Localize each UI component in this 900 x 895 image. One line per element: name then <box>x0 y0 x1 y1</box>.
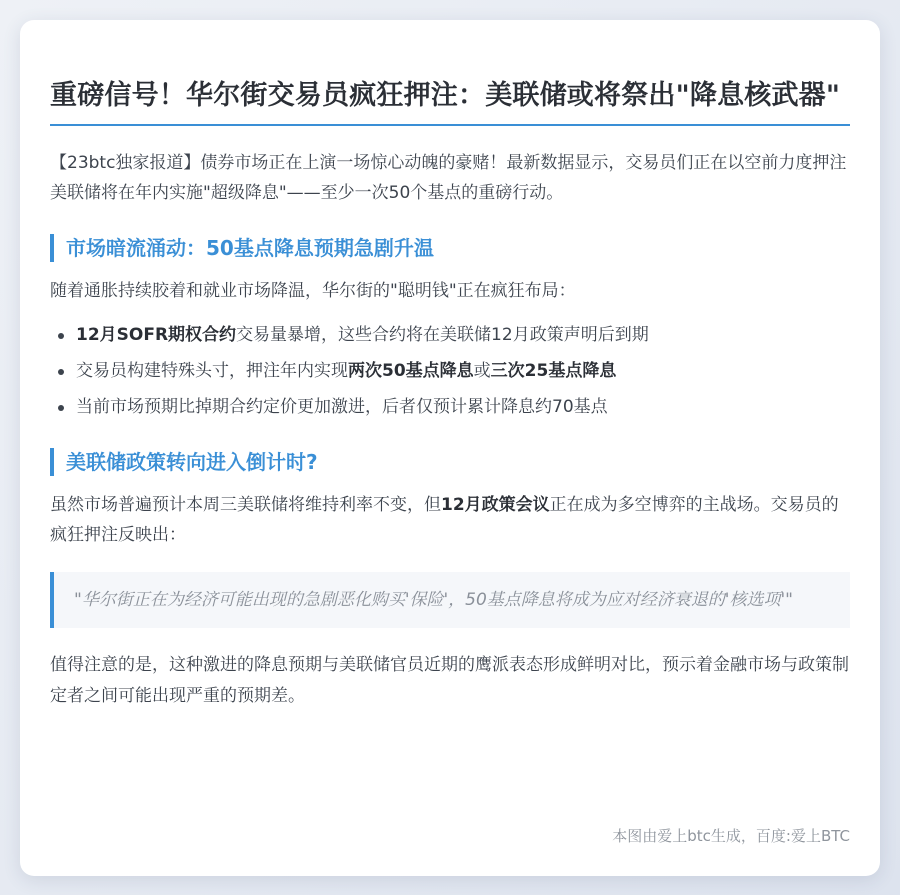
list-item <box>50 392 850 422</box>
footer-credit: 本图由爱上btc生成，百度:爱上BTC <box>612 827 850 845</box>
section1-lead: 随着通胀持续胶着和就业市场降温，华尔街的"聪明钱"正在疯狂布局： <box>50 281 576 301</box>
bullet-text: 交易量暴增，这些合约将在美联储12月政策声明后到期 <box>236 325 649 345</box>
bullet-text: 交易员构建特殊头寸，押注年内实现 <box>76 361 348 381</box>
bullet-text: 当前市场预期比掉期合约定价更加激进，后者仅预计累计降息约70基点 <box>76 397 608 417</box>
section-heading-market: 市场暗流涌动：50基点降息预期急剧升温 <box>50 234 850 262</box>
list-item <box>50 356 850 386</box>
article-card <box>20 20 880 876</box>
quote-block: "华尔街正在为经济可能出现的急剧恶化购买'保险'，50基点降息将成为应对经济衰退的'核选项'" <box>50 572 850 628</box>
bullet-list <box>50 320 850 422</box>
section-heading-fed: 美联储政策转向进入倒计时? <box>50 448 850 476</box>
article-title: 重磅信号！华尔街交易员疯狂押注：美联储或将祭出"降息核武器" <box>50 78 850 126</box>
closing-paragraph: 值得注意的是，这种激进的降息预期与美联储官员近期的鹰派表态形成鲜明对比，预示着金融市场与政策制定者之间可能出现严重的预期差。 <box>50 655 849 706</box>
bullet-bold-text: 两次50基点降息 <box>348 361 474 381</box>
section2-bold-text: 12月政策会议 <box>441 495 550 515</box>
bullet-bold-text: 12月SOFR期权合约 <box>76 325 237 345</box>
bullet-bold-text: 三次25基点降息 <box>490 361 617 381</box>
section2-text: 虽然市场普遍预计本周三美联储将维持利率不变，但 <box>50 495 441 515</box>
intro-paragraph: 【23btc独家报道】债券市场正在上演一场惊心动魄的豪赌！最新数据显示，交易员们正在以空前力度押注美联储将在年内实施"超级降息"——至少一次50个基点的重磅行动。 <box>50 153 847 203</box>
list-item <box>50 320 850 350</box>
bullet-text: 或 <box>473 361 491 381</box>
section2-paragraph <box>50 490 850 550</box>
section2-text: 正在成为多空博弈的主战场。交易员的疯狂押注反映出： <box>50 495 839 545</box>
